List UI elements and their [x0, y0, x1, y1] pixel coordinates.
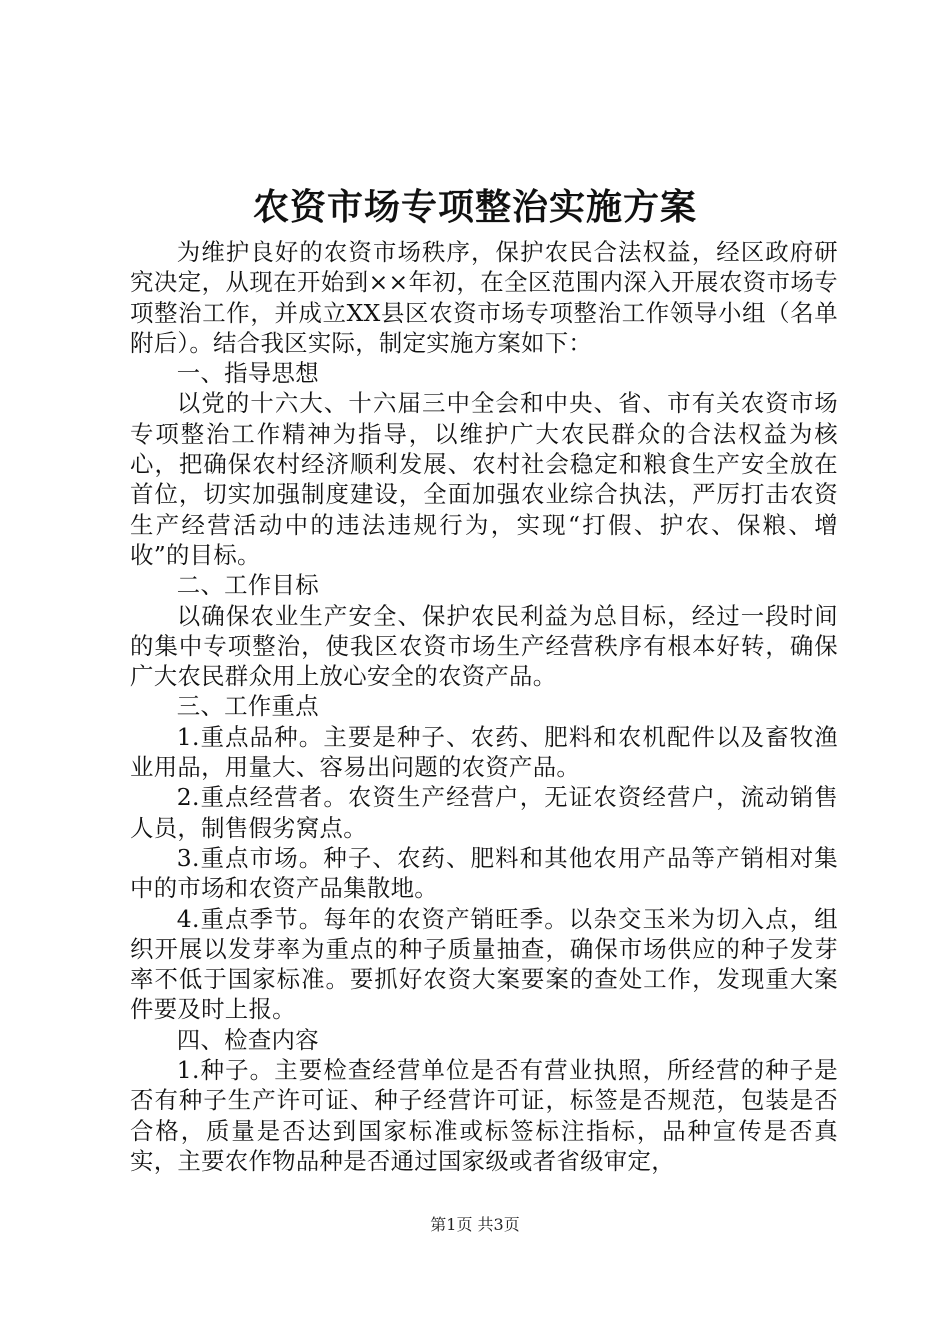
- page-footer: 第1页 共3页: [430, 1215, 520, 1234]
- focus-item-3: 3.重点市场。种子、农药、肥料和其他农用产品等产销相对集中的市场和农资产品集散地。: [130, 843, 838, 903]
- focus-item-1: 1.重点品种。主要是种子、农药、肥料和农机配件以及畜牧渔业用品，用量大、容易出问题的农资产品。: [130, 722, 838, 782]
- section-heading-guiding-ideology: 一、指导思想: [176, 359, 319, 388]
- guiding-ideology-paragraph: 以党的十六大、十六届三中全会和中央、省、市有关农资市场专项整治工作精神为指导，以维护广大农民群众的合法权益为核心，把确保农村经济顺利发展、农村社会稳定和粮食生产安全放在首位，切实加强制度建设，全面加强农业综合执法，严厉打击农资生产经营活动中的违法违规行为，实现“打假、护农、保粮、增收”的目标。: [130, 389, 838, 569]
- focus-item-2: 2.重点经营者。农资生产经营户，无证农资经营户，流动销售人员，制售假劣窝点。: [130, 783, 838, 842]
- document-body: [130, 237, 838, 1176]
- inspection-item-1: 1.种子。主要检查经营单位是否有营业执照，所经营的种子是否有种子生产许可证、种子经营许可证，标签是否规范，包装是否合格，质量是否达到国家标准或标签标注指标，品种宣传是否真实，主要农作物品种是否通过国家级或者省级审定，: [130, 1056, 838, 1175]
- intro-paragraph: 为维护良好的农资市场秩序，保护农民合法权益，经区政府研究决定，从现在开始到××年初，在全区范围内深入开展农资市场专项整治工作，并成立XX县区农资市场专项整治工作领导小组（名单附后）。结合我区实际，制定实施方案如下：: [130, 238, 838, 357]
- section-heading-inspection-content: 四、检查内容: [176, 1025, 319, 1054]
- document-title: 农资市场专项整治实施方案: [252, 187, 697, 228]
- section-heading-work-goals: 二、工作目标: [176, 571, 319, 600]
- focus-item-4: 4.重点季节。每年的农资产销旺季。以杂交玉米为切入点，组织开展以发芽率为重点的种子质量抽查，确保市场供应的种子发芽率不低于国家标准。要抓好农资大案要案的查处工作，发现重大案件要及时上报。: [130, 904, 838, 1024]
- work-goals-paragraph: 以确保农业生产安全、保护农民利益为总目标，经过一段时间的集中专项整治，使我区农资市场生产经营秩序有根本好转，确保广大农民群众用上放心安全的农资产品。: [130, 601, 838, 691]
- section-heading-work-focus: 三、工作重点: [176, 692, 319, 721]
